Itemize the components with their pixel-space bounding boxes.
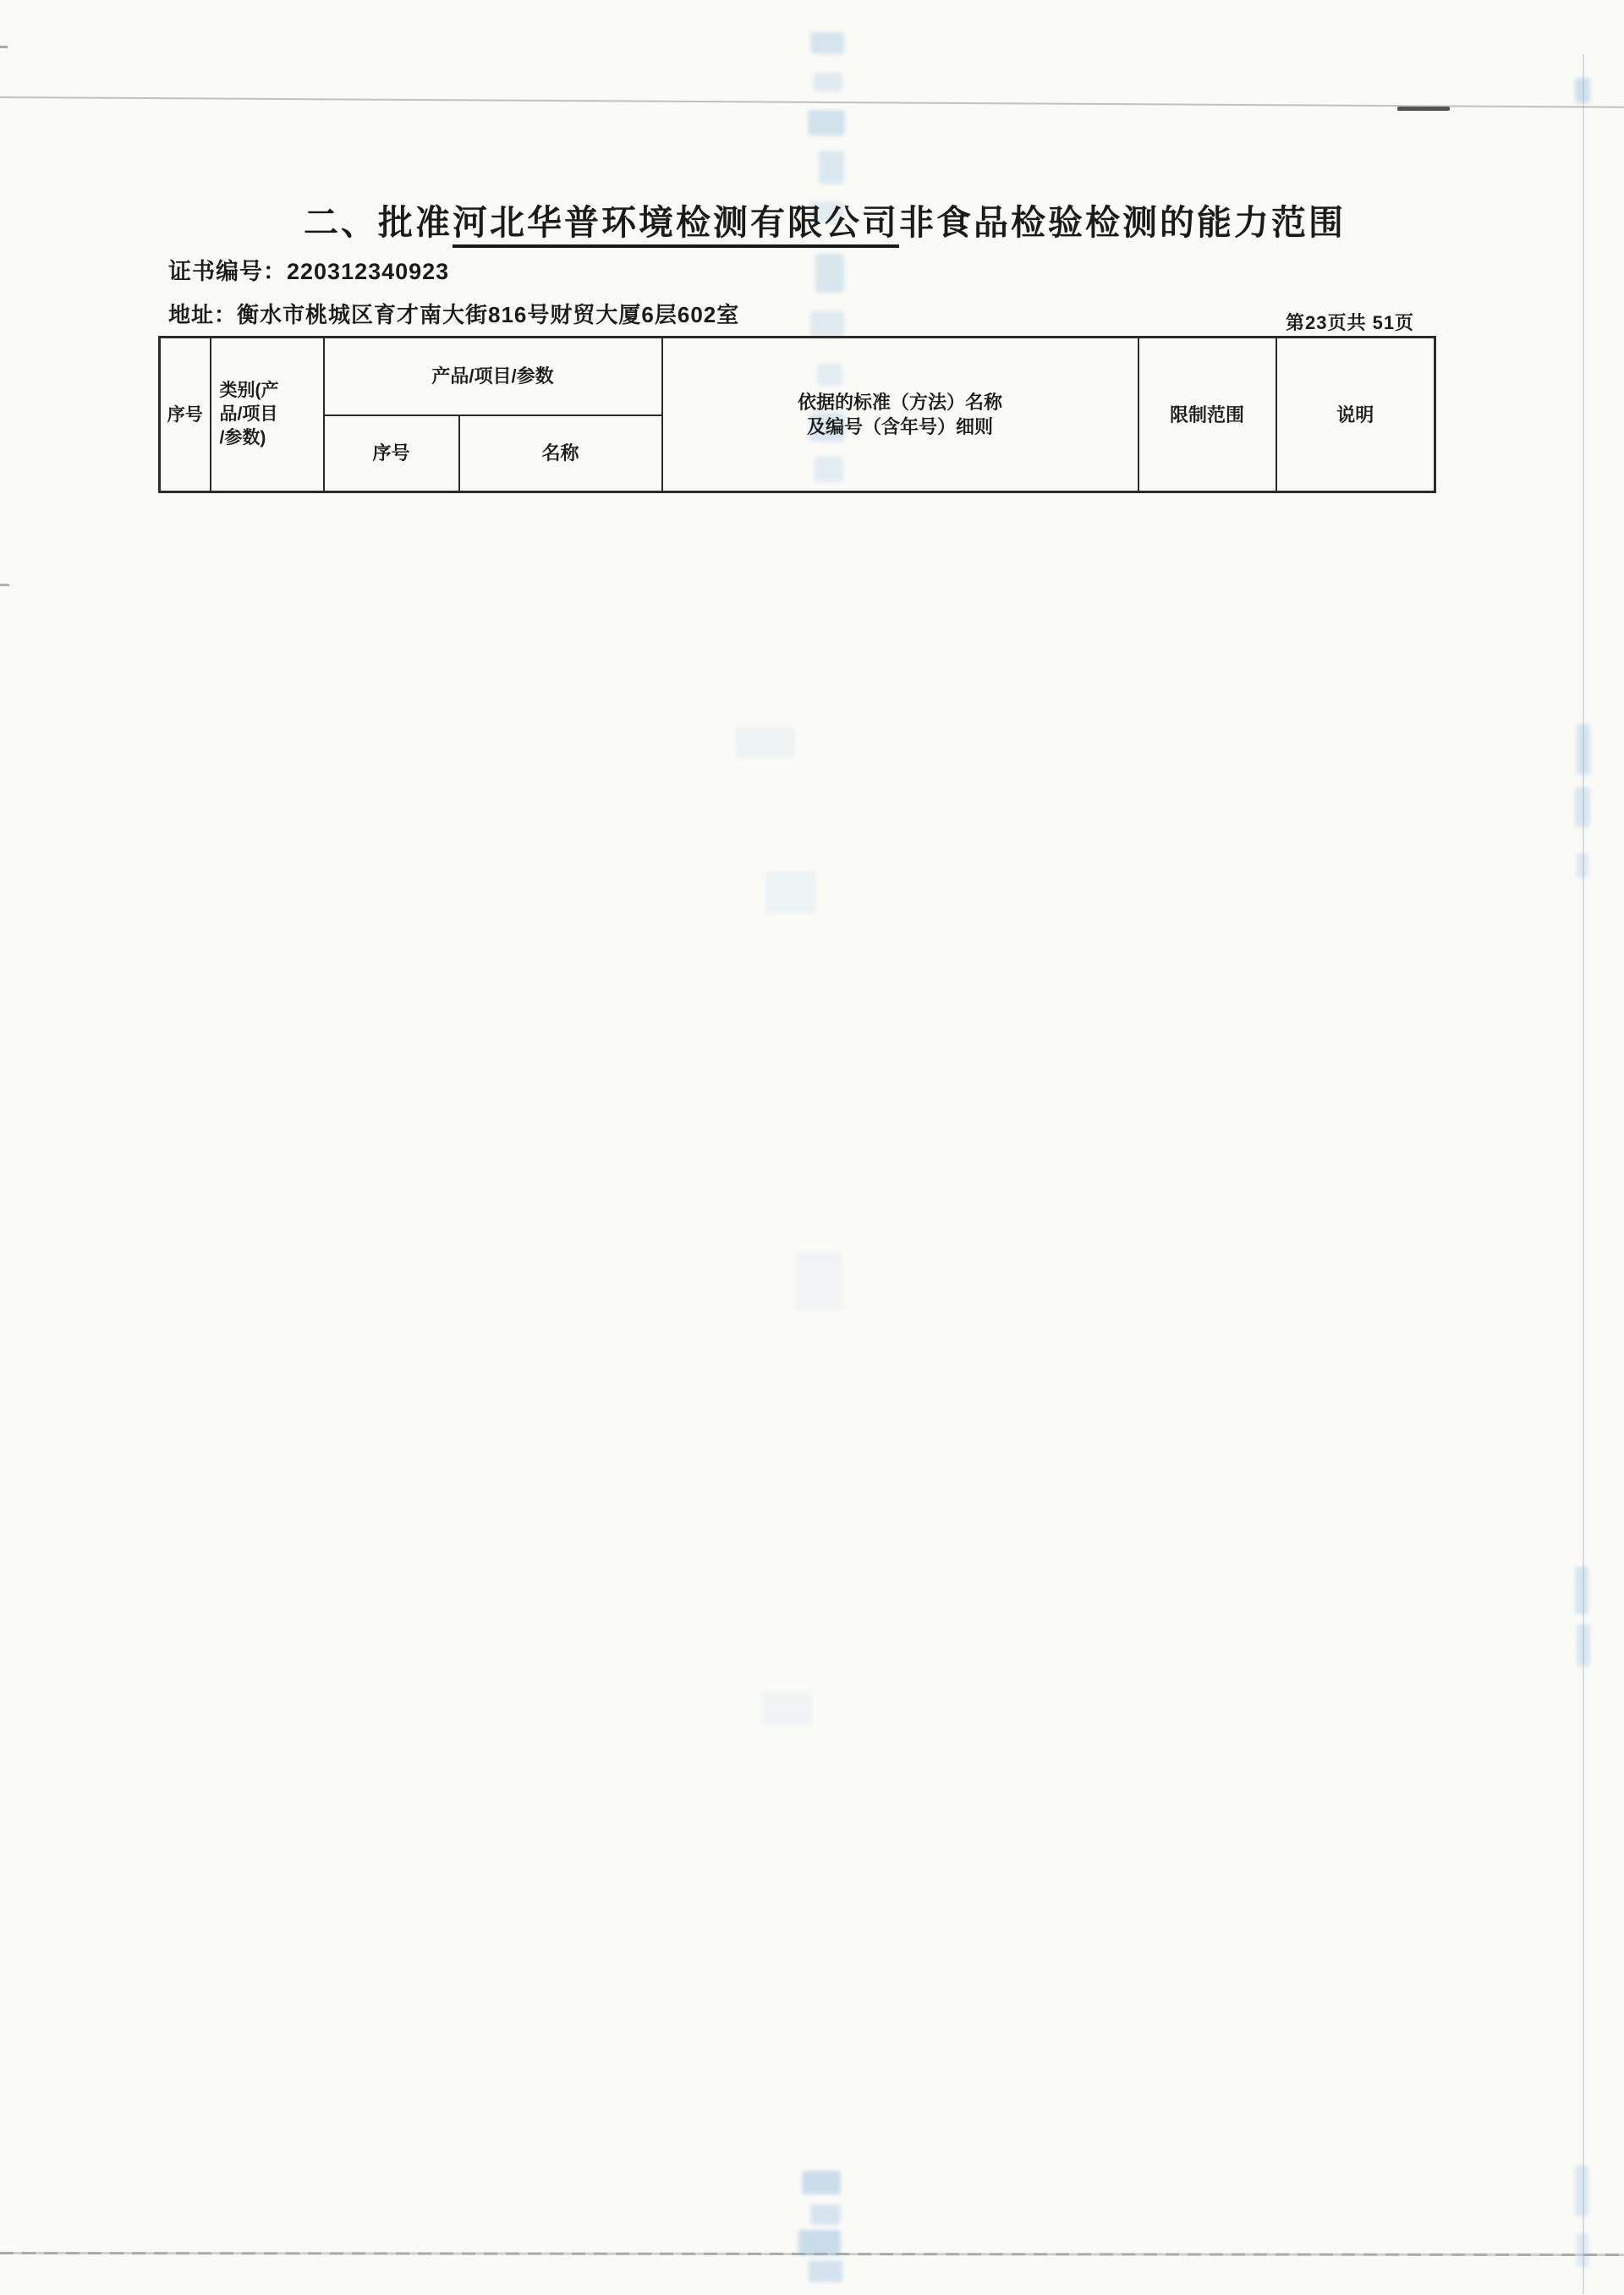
capability-scope-table	[158, 336, 1436, 493]
scan-line-top	[0, 96, 1624, 108]
blue-ink-artifact	[1575, 78, 1590, 103]
blue-ink-artifact	[1577, 724, 1590, 775]
header-note: 说明	[1276, 338, 1435, 492]
header-sub-seq: 序号	[324, 415, 459, 492]
header-product-group: 产品/项目/参数	[324, 338, 662, 415]
blue-ink-artifact	[795, 1252, 842, 1311]
blue-ink-artifact	[1577, 2233, 1588, 2267]
blue-ink-artifact	[1575, 787, 1590, 827]
blue-ink-artifact	[765, 871, 816, 914]
certificate-number-label: 证书编号：	[168, 259, 287, 284]
blue-ink-artifact	[819, 151, 844, 184]
address-value: 衡水市桃城区育才南大街816号财贸大厦6层602室	[237, 302, 740, 327]
address-label: 地址：	[168, 302, 238, 327]
header-category: 类别(产 品/项目 /参数)	[211, 338, 324, 492]
blue-ink-artifact	[815, 254, 844, 293]
header-limit: 限制范围	[1138, 338, 1276, 492]
blue-ink-artifact	[1577, 853, 1588, 878]
certificate-number-value: 220312340923	[287, 259, 450, 284]
blue-ink-artifact	[761, 1692, 812, 1726]
blue-ink-artifact	[810, 2204, 841, 2225]
blue-ink-artifact	[1577, 1624, 1590, 1666]
page-title-suffix: 非食品检验检测的能力范围	[899, 203, 1346, 242]
page-title-prefix: 二、批准	[304, 203, 453, 242]
header-standard: 依据的标准（方法）名称 及编号（含年号）细则	[662, 338, 1138, 492]
page-title	[0, 195, 1624, 244]
blue-ink-artifact	[1575, 1567, 1588, 1614]
blue-ink-artifact	[814, 73, 842, 91]
blue-ink-artifact	[810, 311, 844, 337]
scan-line-bottom	[0, 2252, 1624, 2256]
scan-fold-line	[1583, 54, 1584, 2294]
blue-ink-artifact	[736, 727, 795, 758]
table-header	[160, 338, 1435, 492]
address-line	[168, 298, 739, 329]
blue-ink-artifact	[810, 32, 844, 54]
blue-ink-artifact	[802, 2171, 841, 2194]
page-title-company-underlined: 河北华普环境检测有限公司	[453, 203, 899, 248]
blue-ink-artifact	[1575, 2166, 1588, 2216]
scan-line-top-dark-segment	[1397, 107, 1450, 111]
scan-edge-mark	[0, 46, 8, 48]
blue-ink-artifact	[809, 2260, 842, 2282]
scan-edge-mark	[0, 584, 9, 586]
blue-ink-artifact	[808, 110, 845, 135]
blue-ink-artifact	[798, 2230, 841, 2255]
header-sub-name: 名称	[459, 415, 662, 492]
certificate-number-line	[168, 253, 449, 286]
page-indicator: 第23页共 51页	[1286, 312, 1415, 333]
header-seq: 序号	[160, 338, 211, 492]
